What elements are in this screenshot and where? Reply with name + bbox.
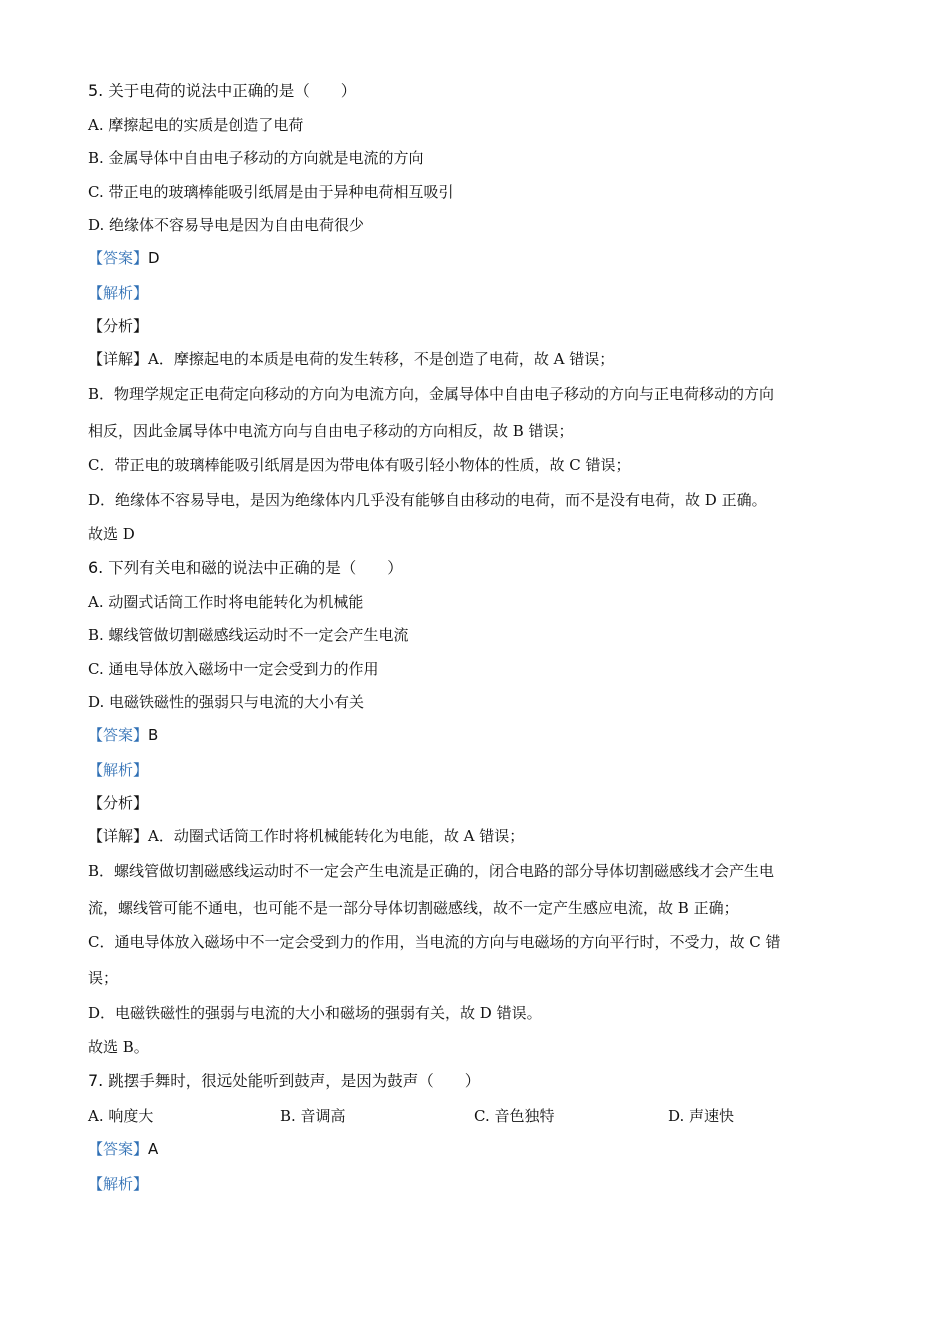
question-7-option-c: C. 音色独特 <box>474 1107 555 1125</box>
question-7-stem: 7. 跳摆手舞时，很远处能听到鼓声，是因为鼓声（ ） <box>88 1071 481 1090</box>
question-5-detail-c: C．带正电的玻璃棒能吸引纸屑是因为带电体有吸引轻小物体的性质，故 C 错误； <box>88 456 631 474</box>
question-7-option-d: D. 声速快 <box>668 1107 735 1125</box>
question-6-option-a: A. 动圈式话筒工作时将电能转化为机械能 <box>88 593 364 611</box>
question-5-detail-a: 【详解】A．摩擦起电的本质是电荷的发生转移，不是创造了电荷，故 A 错误； <box>88 350 615 368</box>
question-5-option-c: C. 带正电的玻璃棒能吸引纸屑是由于异种电荷相互吸引 <box>88 183 454 201</box>
question-6-detail-d: D．电磁铁磁性的强弱与电流的大小和磁场的强弱有关，故 D 错误。 <box>88 1004 542 1022</box>
question-5-option-b: B. 金属导体中自由电子移动的方向就是电流的方向 <box>88 149 424 167</box>
question-5-detail-d: D．绝缘体不容易导电，是因为绝缘体内几乎没有能够自由移动的电荷，而不是没有电荷，故 D 正确。 <box>88 491 767 509</box>
question-6-fenxi-label: 【分析】 <box>88 794 149 812</box>
question-6-answer: 【答案】B <box>88 726 159 744</box>
question-5-detail-b1: B．物理学规定正电荷定向移动的方向为电流方向，金属导体中自由电子移动的方向与正电荷移动的方向 <box>88 385 775 403</box>
question-6-detail-c1: C．通电导体放入磁场中不一定会受到力的作用，当电流的方向与电磁场的方向平行时，不受力，故 C 错 <box>88 933 781 951</box>
question-6-option-c: C. 通电导体放入磁场中一定会受到力的作用 <box>88 660 379 678</box>
question-6-jiexi-label: 【解析】 <box>88 761 149 779</box>
question-6-stem: 6. 下列有关电和磁的说法中正确的是（ ） <box>88 558 403 577</box>
question-6-detail-b2: 流，螺线管可能不通电，也可能不是一部分导体切割磁感线，故不一定产生感应电流，故 B 正确； <box>88 899 739 917</box>
question-6-conclusion: 故选 B。 <box>88 1038 149 1056</box>
question-5-detail-b2: 相反，因此金属导体中电流方向与自由电子移动的方向相反，故 B 错误； <box>88 422 574 440</box>
question-6-option-d: D. 电磁铁磁性的强弱只与电流的大小有关 <box>88 693 365 711</box>
question-6-detail-c2: 误； <box>88 969 119 987</box>
question-7-option-b: B. 音调高 <box>280 1107 346 1125</box>
question-7-option-a: A. 响度大 <box>88 1107 154 1125</box>
question-5-option-a: A. 摩擦起电的实质是创造了电荷 <box>88 116 304 134</box>
question-5-stem: 5. 关于电荷的说法中正确的是（ ） <box>88 81 357 100</box>
question-7-answer: 【答案】A <box>88 1140 159 1158</box>
question-5-jiexi-label: 【解析】 <box>88 284 149 302</box>
question-5-answer: 【答案】D <box>88 249 160 267</box>
question-5-conclusion: 故选 D <box>88 525 135 543</box>
question-7-jiexi-label: 【解析】 <box>88 1175 149 1193</box>
question-5-fenxi-label: 【分析】 <box>88 317 149 335</box>
question-6-option-b: B. 螺线管做切割磁感线运动时不一定会产生电流 <box>88 626 409 644</box>
question-6-detail-b1: B．螺线管做切割磁感线运动时不一定会产生电流是正确的，闭合电路的部分导体切割磁感线才会产生电 <box>88 862 775 880</box>
question-6-detail-a: 【详解】A．动圈式话筒工作时将机械能转化为电能，故 A 错误； <box>88 827 525 845</box>
question-5-option-d: D. 绝缘体不容易导电是因为自由电荷很少 <box>88 216 365 234</box>
